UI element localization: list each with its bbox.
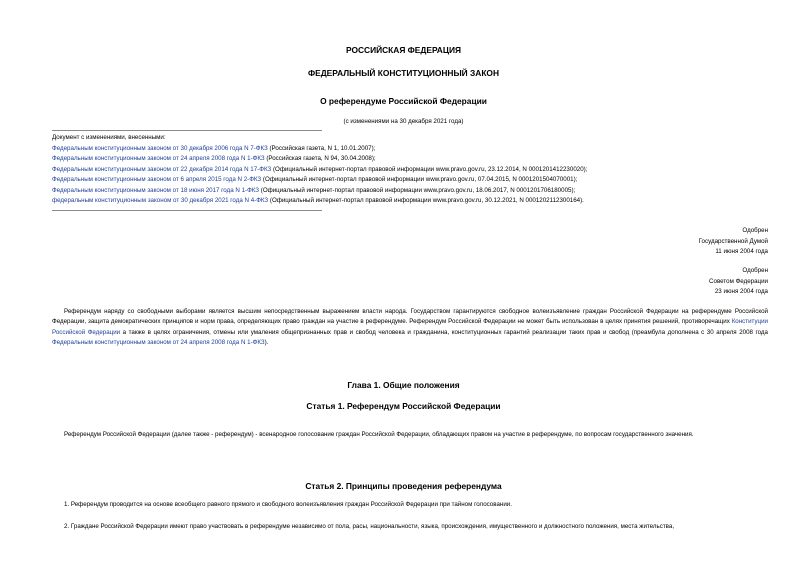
amendment-item [52, 144, 587, 155]
document-title: О референдуме Российской Федерации [320, 96, 487, 106]
amendment-item [52, 186, 587, 197]
preamble-text: ). [264, 339, 269, 347]
approval-date: 11 июня 2004 года [715, 248, 768, 255]
amendment-item [52, 175, 587, 186]
article-heading: Статья 1. Референдум Российской Федерации [306, 401, 501, 411]
approval-duma [699, 226, 768, 258]
amendment-source: (Официальный интернет-портал правовой информации www.pravo.gov.ru, 18.06.2017, N 0001201706180005); [259, 186, 576, 194]
amendments-top-divider [52, 130, 322, 131]
preamble-text: а также в целях ограничения, отмены или умаления общепризнанных прав и свобод человека и гражданина, конституционных гарантий реализации таких прав и свобод (преамбула дополнена с 30 апреля 2008 года [120, 328, 768, 336]
approval-body: Советом Федерации [709, 277, 768, 285]
article-paragraph: Референдум Российской Федерации (далее также - референдум) - всенародное голосование граждан Российской Федерации, обладающих правом на участие в референдуме, по вопросам государственного значения. [64, 431, 694, 438]
amendment-link[interactable]: Федеральным конституционным законом от 24 апреля 2008 года N 1-ФКЗ [52, 155, 265, 162]
approval-label: Одобрен [742, 267, 768, 274]
amendment-source: (Официальный интернет-портал правовой информации www.pravo.gov.ru, 07.04.2015, N 0001201504070001); [261, 176, 578, 183]
amendments-intro: Документ с изменениями, внесенными: [52, 134, 166, 141]
edition-note: (с изменениями на 30 декабря 2021 года) [343, 118, 464, 125]
amendment-link[interactable]: Федеральным конституционным законом от 24 апреля 2008 года N 1-ФКЗ [52, 339, 265, 347]
constitution-link[interactable]: Конституции Российской Федерации [52, 318, 768, 336]
chapter-heading: Глава 1. Общие положения [347, 380, 460, 390]
preamble-text: Референдум наряду со свободными выборами является высшим непосредственным выражением власти народа. Государством гарантируются свободное волеизъявление граждан Российской Федерации на референдуме Российской Федерации, защита демократических принципов и норм права, определяющих право граждан на участие в референдуме. Референдум Российской Федерации не может быть использован в целях принятия решений, противоречащих [52, 308, 768, 326]
approval-body: Государственной Думой [698, 237, 768, 245]
amendment-source: (Российская газета, N 94, 30.04.2008); [264, 155, 376, 162]
article-paragraph: 1. Референдум проводится на основе всеобщего равного прямого и свободного волеизъявления граждан Российской Федерации при тайном голосовании. [64, 501, 512, 508]
preamble-paragraph [52, 307, 768, 349]
amendment-item [52, 165, 587, 176]
article-heading: Статья 2. Принципы проведения референдума [305, 481, 502, 491]
approval-council [709, 266, 768, 298]
amendment-item [52, 154, 587, 165]
amendment-link[interactable]: федеральным конституционным законом от 30 декабря 2021 года N 4-ФКЗ [52, 197, 269, 204]
amendment-link[interactable]: Федеральным конституционным законом от 30 декабря 2006 года N 7-ФКЗ [52, 144, 268, 152]
approval-date: 23 июня 2004 года [714, 288, 768, 295]
article-paragraph: 2. Граждане Российской Федерации имеют право участвовать в референдуме независимо от пола, расы, национальности, языка, происхождения, имущественного и должностного положения, места жительства, [64, 523, 675, 530]
amendment-link[interactable]: Федеральным конституционным законом от 22 декабря 2014 года N 17-ФКЗ [52, 165, 272, 173]
amendment-source: (Официальный интернет-портал правовой информации www.pravo.gov.ru, 30.12.2021, N 0001202112300164). [268, 197, 584, 204]
law-type-heading: ФЕДЕРАЛЬНЫЙ КОНСТИТУЦИОННЫЙ ЗАКОН [307, 68, 499, 78]
amendments-block [52, 130, 587, 211]
country-heading: РОССИЙСКАЯ ФЕДЕРАЦИЯ [345, 45, 462, 55]
amendments-bottom-divider [52, 210, 322, 211]
amendment-link[interactable]: Федеральным конституционным законом от 6 апреля 2015 года N 2-ФКЗ [52, 176, 262, 183]
amendment-link[interactable]: Федеральным конституционным законом от 18 июня 2017 года N 1-ФКЗ [52, 186, 260, 194]
amendment-source: (Российская газета, N 1, 10.01.2007); [267, 144, 376, 152]
amendment-item [52, 196, 587, 207]
approval-label: Одобрен [742, 227, 768, 234]
amendment-source: (Официальный интернет-портал правовой информации www.pravo.gov.ru, 23.12.2014, N 0001201412230020); [271, 165, 588, 173]
